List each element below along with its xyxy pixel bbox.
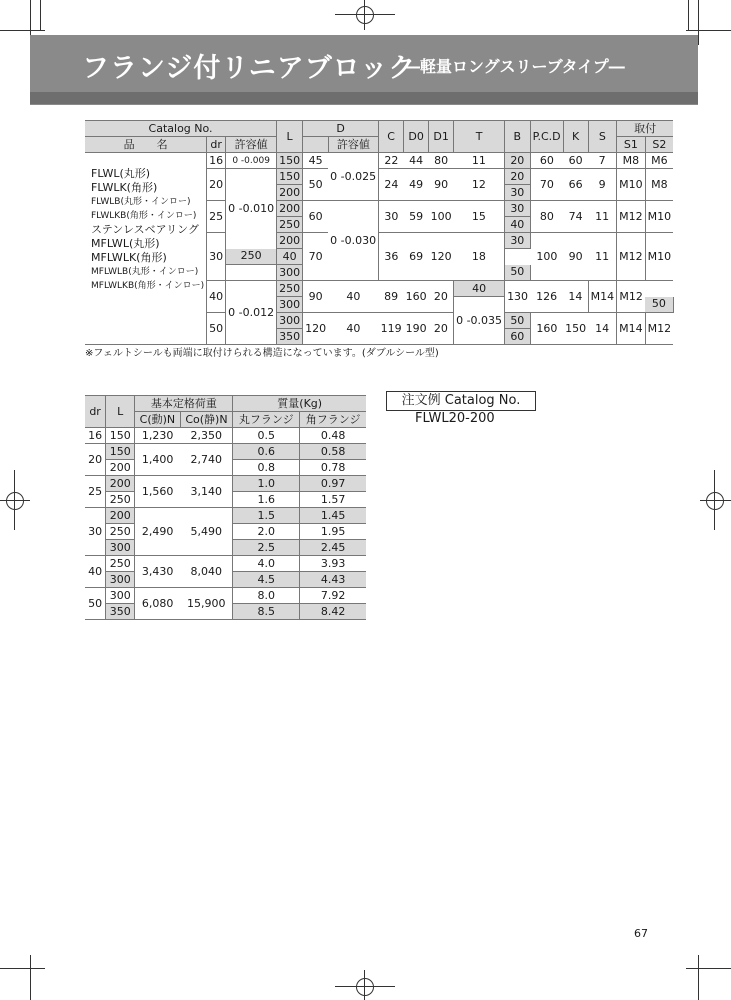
s1-cell: M14 xyxy=(617,313,646,345)
t-cell: 18 xyxy=(454,233,505,281)
b-cell: 50 xyxy=(505,265,531,281)
l-cell: 200 xyxy=(277,201,303,217)
l-cell: 350 xyxy=(277,329,303,345)
s2-cell: M10 xyxy=(645,201,673,233)
b-cell: 20 xyxy=(505,169,531,185)
round-mass-cell: 0.5 xyxy=(233,428,300,444)
k-cell: 150 xyxy=(563,313,588,345)
square-mass-cell: 8.42 xyxy=(300,604,366,620)
square-mass-cell: 3.93 xyxy=(300,556,366,572)
d-cell: 60 xyxy=(303,201,329,233)
d0-cell: 44 xyxy=(404,153,429,169)
s2-cell: M12 xyxy=(617,281,646,313)
load-table xyxy=(85,395,366,620)
square-mass-cell: 4.43 xyxy=(300,572,366,588)
b-cell: 30 xyxy=(505,233,531,249)
c-cell: 24 xyxy=(379,169,404,201)
c-cell: 2,490 xyxy=(135,508,180,556)
header-dr-tol: 許容値 xyxy=(226,137,277,153)
header-b: B xyxy=(505,121,531,153)
d-tol-cell: 0 -0.025 xyxy=(328,153,378,201)
dr-tol-cell xyxy=(226,265,277,281)
l-cell: 200 xyxy=(277,233,303,249)
s1-cell: M14 xyxy=(588,281,617,313)
dr-cell: 30 xyxy=(207,233,226,281)
l-cell: 300 xyxy=(277,297,303,313)
t-cell: 15 xyxy=(454,201,505,233)
s2-cell: M10 xyxy=(645,233,673,281)
d1-cell: 160 xyxy=(404,281,429,313)
header-c-dynamic: C(動)N xyxy=(135,412,180,428)
co-cell: 3,140 xyxy=(180,476,233,508)
l-cell: 250 xyxy=(277,217,303,233)
k-cell: 60 xyxy=(563,153,588,169)
l-cell: 200 xyxy=(277,185,303,201)
page-subtitle: ―軽量ロングスリーブタイプ― xyxy=(404,57,625,76)
header-s1: S1 xyxy=(617,137,646,153)
b-cell: 30 xyxy=(505,185,531,201)
d0-cell: 49 xyxy=(404,169,429,201)
c-cell: 1,560 xyxy=(135,476,180,508)
co-cell: 15,900 xyxy=(180,588,233,620)
c-cell: 30 xyxy=(379,201,404,233)
l-cell: 350 xyxy=(106,604,135,620)
d0-cell: 89 xyxy=(379,281,404,313)
square-mass-cell: 1.45 xyxy=(300,508,366,524)
l-cell: 150 xyxy=(277,169,303,185)
header-catalog: Catalog No. xyxy=(85,121,277,137)
header-dr: dr xyxy=(85,396,106,428)
d-cell: 70 xyxy=(303,233,329,281)
round-mass-cell: 2.0 xyxy=(233,524,300,540)
header-d: D xyxy=(303,121,379,137)
round-mass-cell: 8.5 xyxy=(233,604,300,620)
dr-tol-cell: 0 -0.010 xyxy=(226,169,277,249)
c-cell: 1,230 xyxy=(135,428,180,444)
header-pcd: P.C.D xyxy=(530,121,563,153)
header-l: L xyxy=(106,396,135,428)
page-number: 67 xyxy=(634,927,648,940)
l-cell: 250 xyxy=(277,281,303,297)
c-cell: 6,080 xyxy=(135,588,180,620)
square-mass-cell: 2.45 xyxy=(300,540,366,556)
square-mass-cell: 0.78 xyxy=(300,460,366,476)
header-co-static: Co(静)N xyxy=(180,412,233,428)
k-cell: 90 xyxy=(563,233,588,281)
round-mass-cell: 4.0 xyxy=(233,556,300,572)
k-cell: 126 xyxy=(530,281,563,313)
round-mass-cell: 1.5 xyxy=(233,508,300,524)
dr-tol-cell: 0 -0.012 xyxy=(226,281,277,345)
square-mass-cell: 1.57 xyxy=(300,492,366,508)
square-mass-cell: 1.95 xyxy=(300,524,366,540)
dr-cell: 20 xyxy=(85,444,106,476)
page-title: フランジ付リニアブロック xyxy=(82,53,417,84)
header-l: L xyxy=(277,121,303,153)
dr-cell: 16 xyxy=(207,153,226,169)
pcd-cell: 60 xyxy=(530,153,563,169)
d1-cell: 190 xyxy=(404,313,429,345)
s-cell: 14 xyxy=(563,281,588,313)
d1-cell: 100 xyxy=(429,201,454,233)
round-mass-cell: 0.8 xyxy=(233,460,300,476)
header-d-val xyxy=(303,137,329,153)
b-cell: 40 xyxy=(505,217,531,233)
b-cell: 60 xyxy=(505,329,531,345)
header-k: K xyxy=(563,121,588,153)
round-mass-cell: 2.5 xyxy=(233,540,300,556)
b-cell: 50 xyxy=(505,313,531,329)
c-cell: 3,430 xyxy=(135,556,180,588)
s1-cell: M12 xyxy=(617,201,646,233)
pcd-cell: 80 xyxy=(530,201,563,233)
header-d-tol: 許容値 xyxy=(328,137,378,153)
t-cell: 20 xyxy=(429,313,454,345)
s1-cell: M8 xyxy=(617,153,646,169)
square-mass-cell: 0.97 xyxy=(300,476,366,492)
product-name: FLWLK(角形) xyxy=(91,181,158,194)
l-cell: 150 xyxy=(106,444,135,460)
pcd-cell: 130 xyxy=(505,281,531,313)
dr-cell: 50 xyxy=(207,313,226,345)
l-cell: 200 xyxy=(106,476,135,492)
l-cell: 250 xyxy=(226,249,277,265)
c-cell: 36 xyxy=(379,233,404,281)
l-cell: 250 xyxy=(106,556,135,572)
l-cell: 200 xyxy=(106,460,135,476)
co-cell: 2,740 xyxy=(180,444,233,476)
product-name: FLWLKB(角形・インロー) xyxy=(91,211,197,221)
l-cell: 300 xyxy=(106,540,135,556)
s2-cell: M12 xyxy=(645,313,673,345)
d-tol-cell: 0 -0.030 xyxy=(328,201,378,281)
c-cell: 40 xyxy=(328,281,378,313)
b-cell: 30 xyxy=(505,201,531,217)
square-mass-cell: 0.58 xyxy=(300,444,366,460)
dr-cell: 25 xyxy=(85,476,106,508)
header-strip xyxy=(30,92,698,104)
pcd-cell: 100 xyxy=(530,233,563,281)
header-round-flange: 丸フランジ xyxy=(233,412,300,428)
s2-cell: M8 xyxy=(645,169,673,201)
header-d1: D1 xyxy=(429,121,454,153)
t-cell: 20 xyxy=(429,281,454,313)
round-mass-cell: 1.6 xyxy=(233,492,300,508)
d1-cell: 120 xyxy=(429,233,454,281)
l-cell: 150 xyxy=(106,428,135,444)
dr-cell: 30 xyxy=(85,508,106,556)
product-name: MFLWLB(丸形・インロー) xyxy=(91,267,199,277)
note-text: ※フェルトシールも両端に取付けられる構造になっています。(ダブルシール型) xyxy=(85,348,439,359)
d-tol-cell: 0 -0.035 xyxy=(454,297,505,345)
round-mass-cell: 8.0 xyxy=(233,588,300,604)
dr-cell: 20 xyxy=(207,169,226,201)
s2-cell: M6 xyxy=(645,153,673,169)
square-mass-cell: 7.92 xyxy=(300,588,366,604)
dr-cell: 25 xyxy=(207,201,226,233)
l-cell: 250 xyxy=(106,492,135,508)
k-cell: 66 xyxy=(563,169,588,201)
co-cell: 2,350 xyxy=(180,428,233,444)
k-cell: 74 xyxy=(563,201,588,233)
spec-table xyxy=(85,120,674,345)
header-dr: dr xyxy=(207,137,226,153)
s-cell: 11 xyxy=(588,233,617,281)
d1-cell: 90 xyxy=(429,169,454,201)
s-cell: 14 xyxy=(588,313,617,345)
product-name: MFLWL(丸形) xyxy=(91,237,160,250)
s-cell: 9 xyxy=(588,169,617,201)
d-cell: 120 xyxy=(303,313,329,345)
s1-cell: M10 xyxy=(617,169,646,201)
pcd-cell: 160 xyxy=(530,313,563,345)
t-cell: 12 xyxy=(454,169,505,201)
b-cell: 20 xyxy=(505,153,531,169)
header-s2: S2 xyxy=(645,137,673,153)
co-cell: 8,040 xyxy=(180,556,233,588)
header-mount: 取付 xyxy=(617,121,674,137)
header-product: 品 名 xyxy=(85,137,207,153)
d0-cell: 69 xyxy=(404,233,429,281)
l-cell: 300 xyxy=(106,572,135,588)
product-name: MFLWLK(角形) xyxy=(91,251,167,264)
l-cell: 250 xyxy=(106,524,135,540)
co-cell: 5,490 xyxy=(180,508,233,556)
l-cell: 300 xyxy=(277,265,303,281)
product-name: ステンレスベアリング xyxy=(91,223,199,236)
s-cell: 7 xyxy=(588,153,617,169)
c-cell: 22 xyxy=(379,153,404,169)
order-example-label: 注文例 Catalog No. xyxy=(386,391,536,411)
header-c: C xyxy=(379,121,404,153)
d0-cell: 119 xyxy=(379,313,404,345)
s1-cell: M12 xyxy=(617,233,646,281)
dr-cell: 50 xyxy=(85,588,106,620)
pcd-cell: 70 xyxy=(530,169,563,201)
d-cell: 50 xyxy=(303,169,329,201)
d0-cell: 59 xyxy=(404,201,429,233)
d1-cell: 80 xyxy=(429,153,454,169)
round-mass-cell: 4.5 xyxy=(233,572,300,588)
dr-cell: 40 xyxy=(85,556,106,588)
header-d0: D0 xyxy=(404,121,429,153)
c-cell: 1,400 xyxy=(135,444,180,476)
b-cell: 40 xyxy=(454,281,505,297)
l-cell: 300 xyxy=(277,313,303,329)
header-t: T xyxy=(454,121,505,153)
dr-cell: 16 xyxy=(85,428,106,444)
t-cell: 11 xyxy=(454,153,505,169)
round-mass-cell: 1.0 xyxy=(233,476,300,492)
dr-cell: 40 xyxy=(207,281,226,313)
header-s: S xyxy=(588,121,617,153)
product-name: MFLWLKB(角形・インロー) xyxy=(91,281,205,291)
l-cell: 150 xyxy=(277,153,303,169)
d-cell: 45 xyxy=(303,153,329,169)
order-example-value: FLWL20-200 xyxy=(415,411,495,426)
product-name: FLWL(丸形) xyxy=(91,167,151,180)
header-load-rating: 基本定格荷重 xyxy=(135,396,233,412)
header-mass: 質量(Kg) xyxy=(233,396,366,412)
b-cell: 40 xyxy=(277,249,303,265)
d-cell: 90 xyxy=(303,281,329,313)
s-cell: 11 xyxy=(588,201,617,233)
l-cell: 200 xyxy=(106,508,135,524)
header-square-flange: 角フランジ xyxy=(300,412,366,428)
product-name: FLWLB(丸形・インロー) xyxy=(91,197,191,207)
product-names xyxy=(85,153,207,345)
b-cell: 50 xyxy=(645,297,673,313)
square-mass-cell: 0.48 xyxy=(300,428,366,444)
dr-tol-cell: 0 -0.009 xyxy=(226,153,277,169)
c-cell: 40 xyxy=(328,313,378,345)
round-mass-cell: 0.6 xyxy=(233,444,300,460)
l-cell: 300 xyxy=(106,588,135,604)
